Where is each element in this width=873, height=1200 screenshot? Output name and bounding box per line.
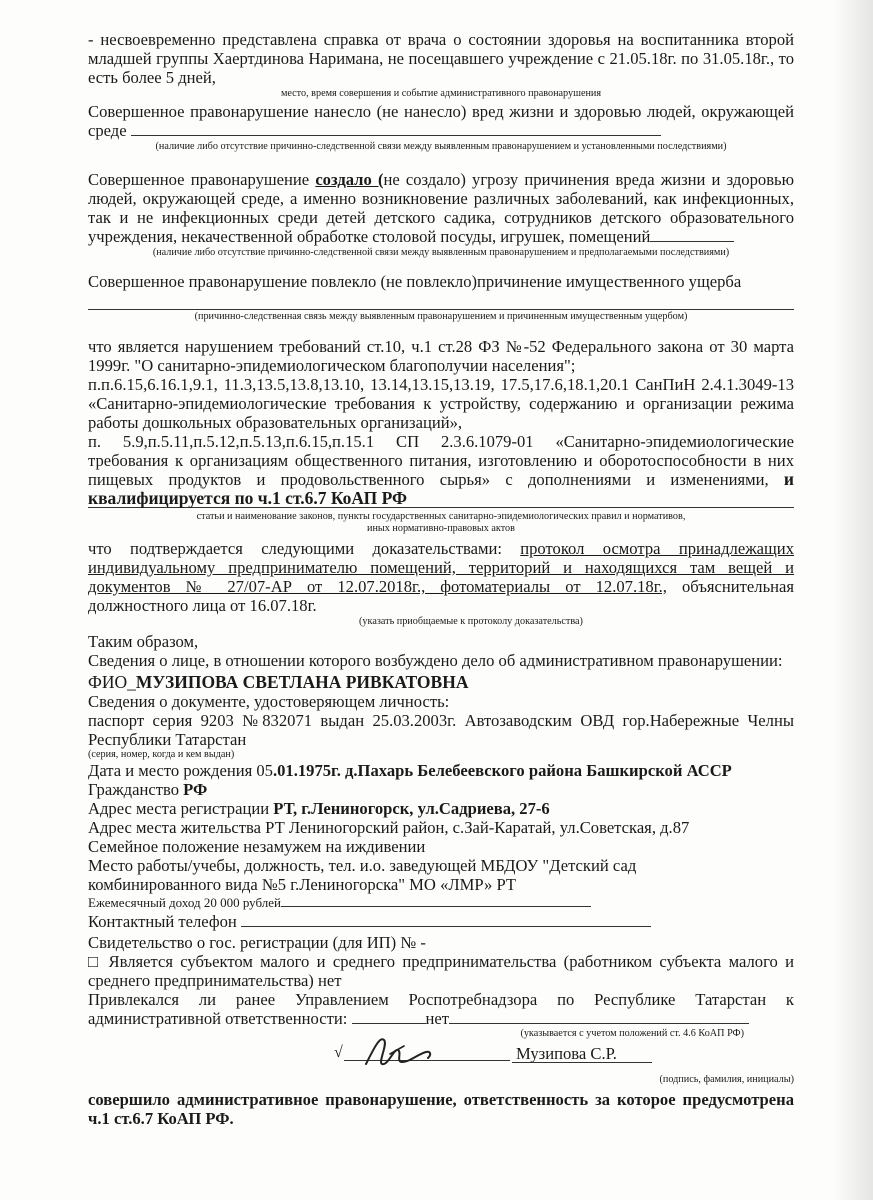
- family-status-row: Семейное положение незамужем на иждивении: [88, 837, 426, 856]
- passport-caption: (серия, номер, когда и кем выдан): [88, 749, 235, 760]
- fio-row: [88, 673, 794, 692]
- birth-row: [88, 761, 794, 780]
- scan-shadow: [833, 0, 873, 1200]
- fio-value: МУЗИПОВА СВЕТЛАНА РИВКАТОВНА: [135, 672, 469, 692]
- harm-statement: [88, 102, 794, 140]
- signer-name: Музипова С.Р.: [516, 1044, 617, 1063]
- residence-row: Адрес места жительства РТ Лениногорский район, с.Зай-Каратай, ул.Советская, д.87: [88, 818, 690, 837]
- phone-row: [88, 912, 794, 931]
- check-mark-icon: √: [334, 1044, 343, 1061]
- handwritten-signature: [360, 1028, 440, 1072]
- prior-blank-1: [352, 1009, 426, 1024]
- evidence-prefix: что подтверждается следующими доказательствами:: [88, 539, 521, 558]
- prior-liability-text: Привлекался ли ранее Управлением Роспотребнадзора по Республике Татарстан к административной ответственности:: [88, 990, 794, 1028]
- harm-text: Совершенное правонарушение нанесло (не нанесло) вред жизни и здоровью людей, окружающей среде: [88, 102, 794, 140]
- law-caption-2: иных нормативно-правовых актов: [367, 523, 515, 534]
- work-row-2: комбинированного вида №5 г.Лениногорска" МО «ЛМР» РТ: [88, 875, 517, 894]
- evidence-list: протокол осмотра принадлежащих индивидуальному предпринимателю помещений, территорий и находящихся там вещей и документов № 27/07-АР от 12.07.2018г., фотоматериалы от 12.07.18г.,: [88, 539, 794, 596]
- signature-caption: (подпись, фамилия, инициалы): [659, 1074, 794, 1085]
- thus-text: Таким образом,: [88, 632, 199, 651]
- violation-sanpin-ref: п.п.6.15,6.16.1,9.1, 11.3,13.5,13.8,13.10, 13.14,13.15,13.19, 17.5,17.6,18.1,20.1 СанПиН 2.4.1.3049-13 «Санитарно-эпидемиологические требования к устройству, содержанию и организации режима работы дошкольных образовательных организаций»,: [88, 375, 794, 432]
- ip-registration-row: Свидетельство о гос. регистрации (для ИП) № -: [88, 933, 426, 952]
- citizenship-value: РФ: [183, 780, 208, 799]
- work-row-1: Место работы/учебы, должность, тел. и.о. заведующей МБДОУ "Детский сад: [88, 856, 637, 875]
- income-row: [88, 894, 794, 912]
- signature-row: [88, 1040, 794, 1078]
- threat-blank: [650, 227, 734, 242]
- offense-event-text: - несвоевременно представлена справка от врача о состоянии здоровья на воспитанника второй младшей группы Хаертдинова Наримана, не посещавшего учреждение с 21.05.18г. по 31.05.18г., то есть более 5 дней,: [88, 30, 794, 87]
- prior-caption: (указывается с учетом положений ст. 4.6 КоАП РФ): [520, 1028, 744, 1039]
- violation-sp-text: п. 5.9,п.5.11,п.5.12,п.5.13,п.6.15,п.15.1 СП 2.3.6.1079-01 «Санитарно-эпидемиологические требования к организациям общественного питания, изготовлению и оборотоспособности в них пищевых продуктов и продовольственного сырья» с дополнениями и изменениями,: [88, 432, 794, 489]
- qualification-text: и квалифицируется по ч.1 ст.6.7 КоАП РФ: [88, 469, 794, 508]
- sme-subject-row: □ Является субъектом малого и среднего предпринимательства (работником субъекта малого и среднего предпринимательства) нет: [88, 952, 794, 990]
- signer-name-line: [512, 1062, 652, 1063]
- threat-statement: [88, 170, 794, 246]
- registration-row: [88, 799, 794, 818]
- damage-statement: Совершенное правонарушение повлекло (не повлекло)причинение имущественного ущерба: [88, 272, 742, 291]
- phone-label: Контактный телефон: [88, 912, 241, 931]
- violation-law-ref: что является нарушением требований ст.10, ч.1 ст.28 ФЗ №-52 Федерального закона от 30 марта 1999г. "О санитарно-эпидемиологическом благополучии населения";: [88, 337, 794, 375]
- income-text: Ежемесячный доход 20 000 рублей: [88, 895, 281, 910]
- birth-day: 05: [256, 761, 273, 780]
- fio-label: ФИО_: [88, 672, 136, 692]
- citizenship-row: [88, 780, 794, 799]
- birth-label: Дата и место рождения: [88, 761, 257, 780]
- registration-value: РТ, г.Лениногорск, ул.Садриева, 27-6: [273, 799, 550, 818]
- person-info-heading: Сведения о лице, в отношении которого возбуждено дело об административном правонарушении:: [88, 651, 783, 670]
- threat-caption: (наличие либо отсутствие причинно-следственной связи между выявленным правонарушением и предполагаемыми последствиями): [152, 247, 730, 258]
- threat-text: не создало) угрозу причинения вреда жизни и здоровью людей, окружающей среде, а именно возникновение различных заболеваний, как инфекционных, так и не инфекционных среди детей детского садика, сотрудников детского образовательного учреждения, некачественной обработке столовой посуды, игрушек, помещений: [88, 170, 794, 246]
- final-statement: совершило административное правонарушение, ответственность за которое предусмотрена ч.1 ст.6.7 КоАП РФ.: [88, 1090, 794, 1128]
- evidence-statement: [88, 539, 794, 615]
- evidence-suffix: объяснительная должностного лица от 16.07.18г.: [88, 577, 795, 615]
- birth-value: .01.1975г. д.Пахарь Белебеевского района Башкирской АССР: [272, 761, 732, 780]
- damage-blank-line: [88, 291, 794, 310]
- violation-sp-ref: [88, 432, 794, 508]
- law-caption-1: статьи и наименование законов, пункты государственных санитарно-эпидемиологических правил и нормативов,: [196, 511, 686, 522]
- evidence-caption: (указать приобщаемые к протоколу доказательства): [359, 616, 583, 627]
- registration-label: Адрес места регистрации: [88, 799, 274, 818]
- citizenship-label: Гражданство: [88, 780, 184, 799]
- income-blank: [281, 894, 591, 907]
- passport-details: паспорт серия 9203 №832071 выдан 25.03.2003г. Автозаводским ОВД гор.Набережные Челны Республики Татарстан: [88, 711, 794, 749]
- prior-liability-value: нет: [425, 1009, 450, 1028]
- threat-prefix: Совершенное правонарушение: [88, 170, 316, 189]
- prior-blank-2: [449, 1009, 749, 1024]
- offense-event-caption: место, время совершения и событие административного правонарушения: [280, 88, 602, 99]
- threat-created: создало (: [315, 170, 384, 189]
- phone-blank: [241, 912, 651, 927]
- prior-liability-row: [88, 990, 794, 1028]
- harm-caption: (наличие либо отсутствие причинно-следственной связи между выявленным правонарушением и установленными последствиями): [155, 141, 727, 152]
- damage-caption: (причинно-следственная связь между выявленным правонарушением и причиненным имущественным ущербом): [194, 311, 688, 322]
- id-doc-label: Сведения о документе, удостоверяющем личность:: [88, 692, 450, 711]
- harm-blank: [131, 121, 661, 136]
- protocol-content: [88, 30, 794, 1128]
